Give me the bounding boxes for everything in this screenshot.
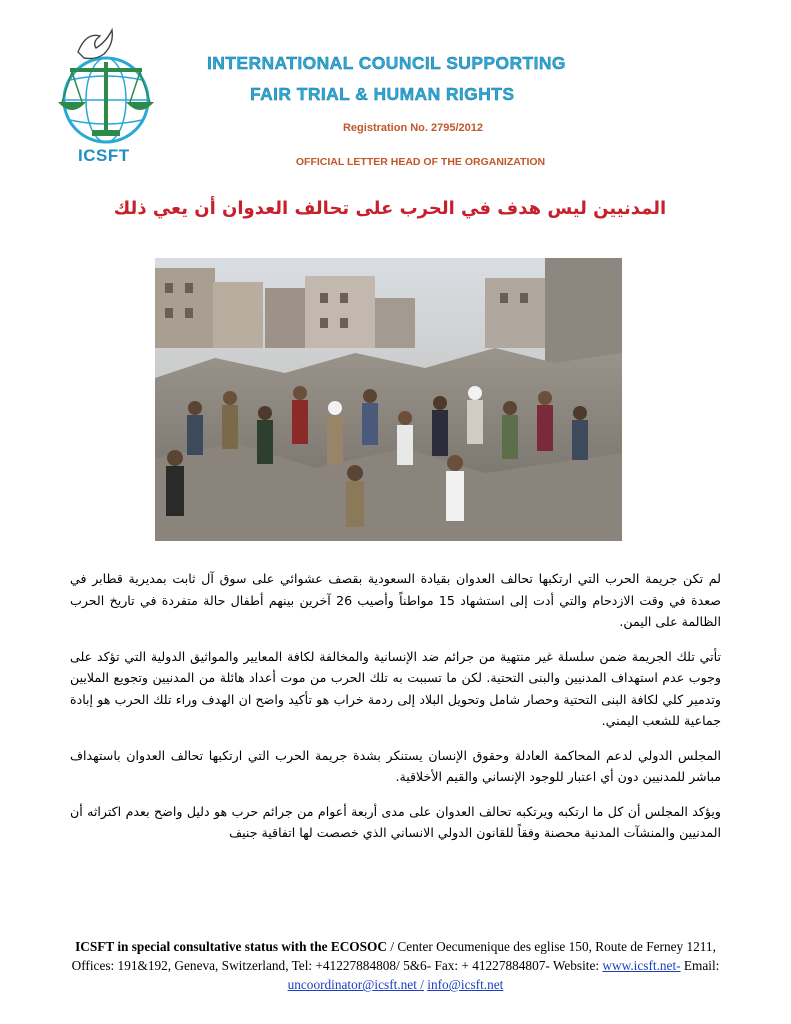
email-label: Email: <box>680 958 720 973</box>
organization-name-line2: FAIR TRIAL & HUMAN RIGHTS <box>250 84 515 104</box>
letter-footer <box>60 937 731 994</box>
consultative-status: ICSFT in special consultative status with the ECOSOC <box>75 939 387 954</box>
body-paragraph: ويؤكد المجلس أن كل ما ارتكبه ويرتكبه تحالف العدوان على مدى أربعة أعوام من جرائم حرب هو دليل واضح بعدم اكتراثه أن المدنيين والمنشآت المدنية محصنة وفقاً للقانون الدولي الانساني الذي خصصت لها اتفاقية جنيف <box>70 803 721 840</box>
letterhead-label: OFFICIAL LETTER HEAD OF THE ORGANIZATION <box>295 156 546 168</box>
email-link-info[interactable]: info@icsft.net <box>427 977 504 992</box>
email-link-coordinator[interactable]: uncoordinator@icsft.net / <box>287 977 424 992</box>
logo-text: ICSFT <box>78 146 130 165</box>
organization-name-line1: INTERNATIONAL COUNCIL SUPPORTING <box>207 53 566 73</box>
website-link[interactable]: www.icsft.net- <box>602 958 681 973</box>
footer-address: / Center Oecumenique des eglise 150, Route de Ferney 1211, Offices: 191&192, Geneva, Switzerland, Tel: +41227884808/ 5&6- Fax: + 41227884807- Website: <box>71 939 716 973</box>
document-title: المدنيين ليس هدف في الحرب على تحالف العدوان أن يعي ذلك <box>113 198 667 219</box>
body-paragraph: المجلس الدولي لدعم المحاكمة العادلة وحقوق الإنسان يستنكر بشدة جريمة الحرب التي ارتكبها تحالف العدوان باستهداف مباشر للمدنيين دون أي اعتبار للوجود الإنساني والقيم الأخلاقية. <box>70 747 721 784</box>
body-paragraph: تأتي تلك الجريمة ضمن سلسلة غير منتهية من جرائم ضد الإنسانية والمخالفة لكافة المعايير والمواثيق الدولية التي تؤكد على وجوب عدم استهداف المدنيين والبنى التحتية. لكن ما تسببت به تلك الحرب من موت أعداد هائلة من المدنيين وتجويع الملايين وتدمير كلي لكافة البنى التحتية وحصار شامل وتحويل البلاد إلى ردمة خراب هو تأكيد واضح ان الهدف وراء تلك الحرب هو إبادة جماعية للشعب اليمني. <box>70 648 721 728</box>
body-paragraph: لم تكن جريمة الحرب التي ارتكبها تحالف العدوان بقيادة السعودية بقصف عشوائي على سوق آل ثابت بمديرية قطابر في صعدة في وقت الازدحام والتي أدت إلى استشهاد 15 مواطناً وأصيب 26 آخرين بينهم أطفال حالة متفردة في تاريخ الحرب الظالمة على اليمن. <box>70 571 721 629</box>
news-photo <box>155 258 622 541</box>
document-body <box>70 568 721 857</box>
registration-number: Registration No. 2795/2012 <box>342 122 483 134</box>
